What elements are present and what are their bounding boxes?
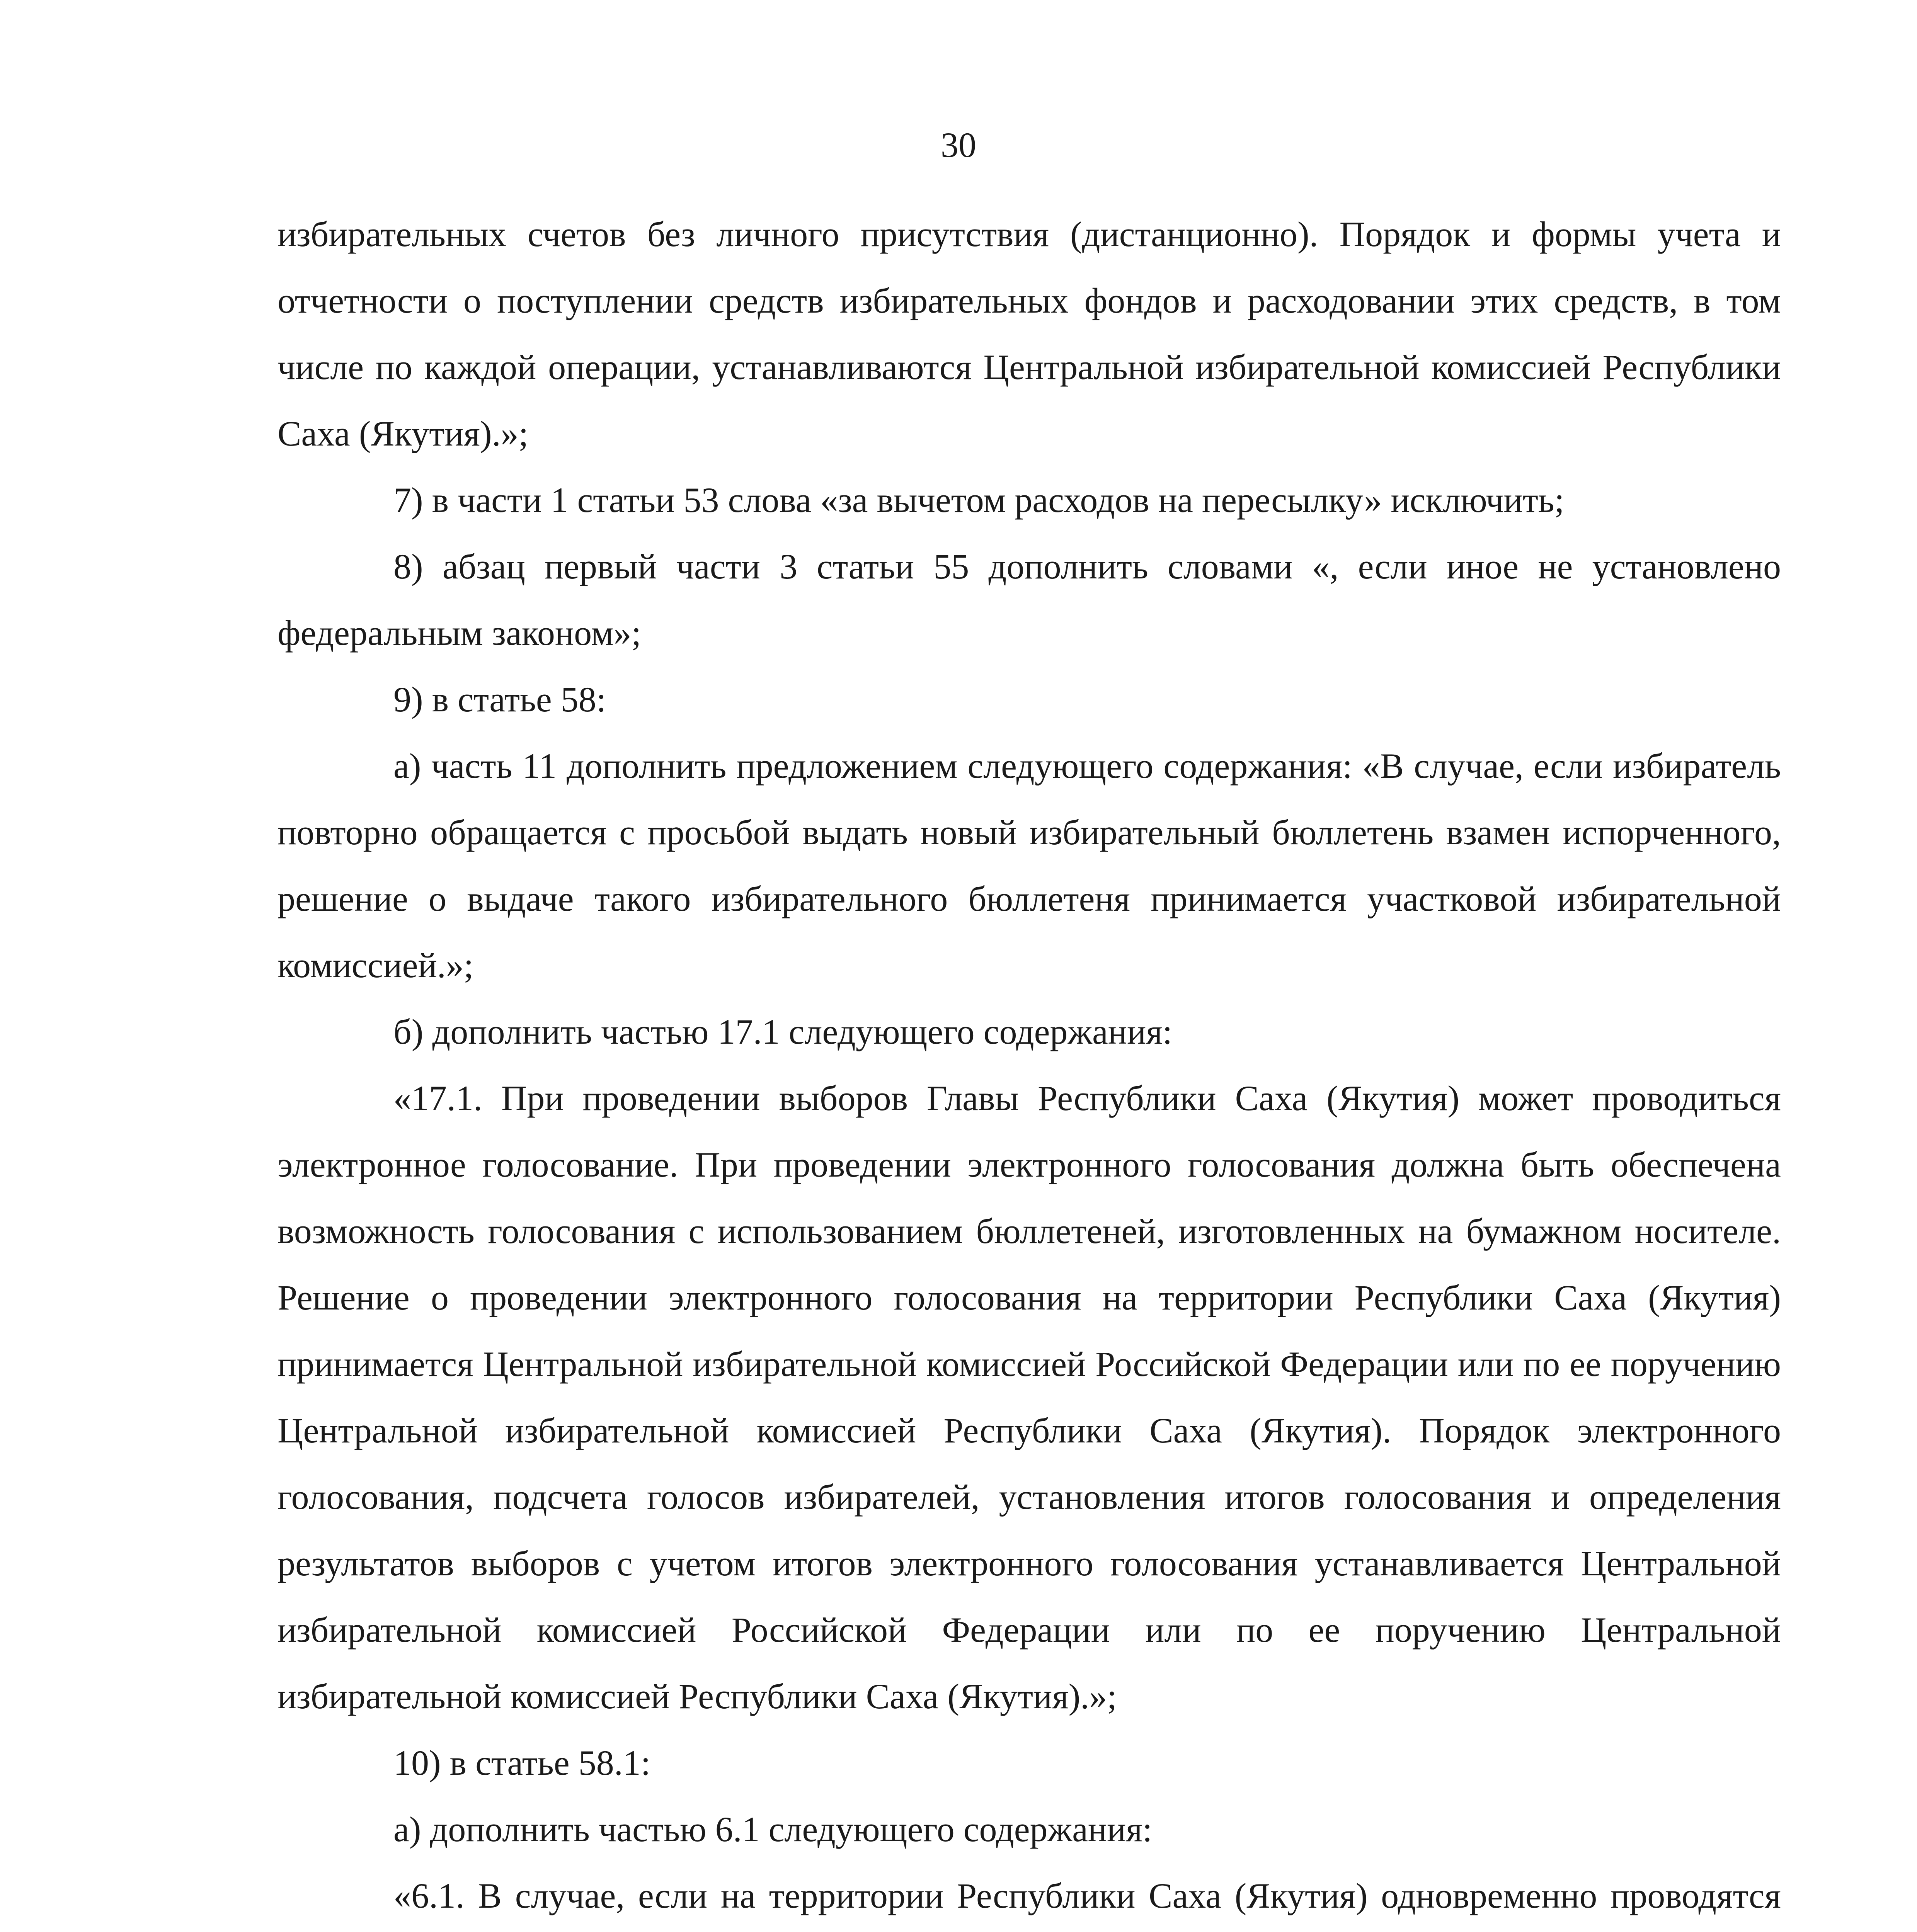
paragraph-continuation: избирательных счетов без личного присутствия (дистанционно). Порядок и формы учета и отчетности о поступлении средств избирательных фондов и расходовании этих средств, в том числе по каждой операции, устанавливаются Центральной избирательной комиссией Республики Саха (Якутия).»; xyxy=(278,214,1781,453)
paragraph-item-10a: а) дополнить частью 6.1 следующего содержания: xyxy=(393,1810,1153,1849)
paragraph-item-9b: б) дополнить частью 17.1 следующего содержания: xyxy=(393,1012,1173,1051)
paragraph-item-9a: а) часть 11 дополнить предложением следующего содержания: «В случае, если избиратель повторно обращается с просьбой выдать новый избирательный бюллетень взамен испорченного, решение о выдаче такого избирательного бюллетеня принимается участковой избирательной комиссией.»; xyxy=(278,746,1781,985)
paragraph-item-10: 10) в статье 58.1: xyxy=(393,1743,651,1782)
page-number: 30 xyxy=(941,125,976,165)
paragraph-item-8: 8) абзац первый части 3 статьи 55 дополнить словами «, если иное не установлено федеральным законом»; xyxy=(278,547,1781,653)
paragraph-item-7: 7) в части 1 статьи 53 слова «за вычетом расходов на пересылку» исключить; xyxy=(393,480,1565,520)
paragraph-item-9: 9) в статье 58: xyxy=(393,680,606,719)
paragraph-quote-6-1: «6.1. В случае, если на территории Республики Саха (Якутия) одновременно проводятся xyxy=(393,1876,1781,1915)
paragraph-quote-17-1: «17.1. При проведении выборов Главы Республики Саха (Якутия) может проводиться электронное голосование. При проведении электронного голосования должна быть обеспечена возможность голосования с использованием бюллетеней, изготовленных на бумажном носителе. Решение о проведении электронного голосования на территории Республики Саха (Якутия) принимается Центральной избирательной комиссией Российской Федерации или по ее поручению Центральной избирательной комиссией Республики Саха (Якутия). Порядок электронного голосования, подсчета голосов избирателей, установления итогов голосования и определения результатов выборов с учетом итогов электронного голосования устанавливается Центральной избирательной комиссией Российской Федерации или по ее поручению Центральной избирательной комиссией Республики Саха (Якутия).»; xyxy=(278,1078,1781,1716)
document-body xyxy=(278,201,1781,1932)
